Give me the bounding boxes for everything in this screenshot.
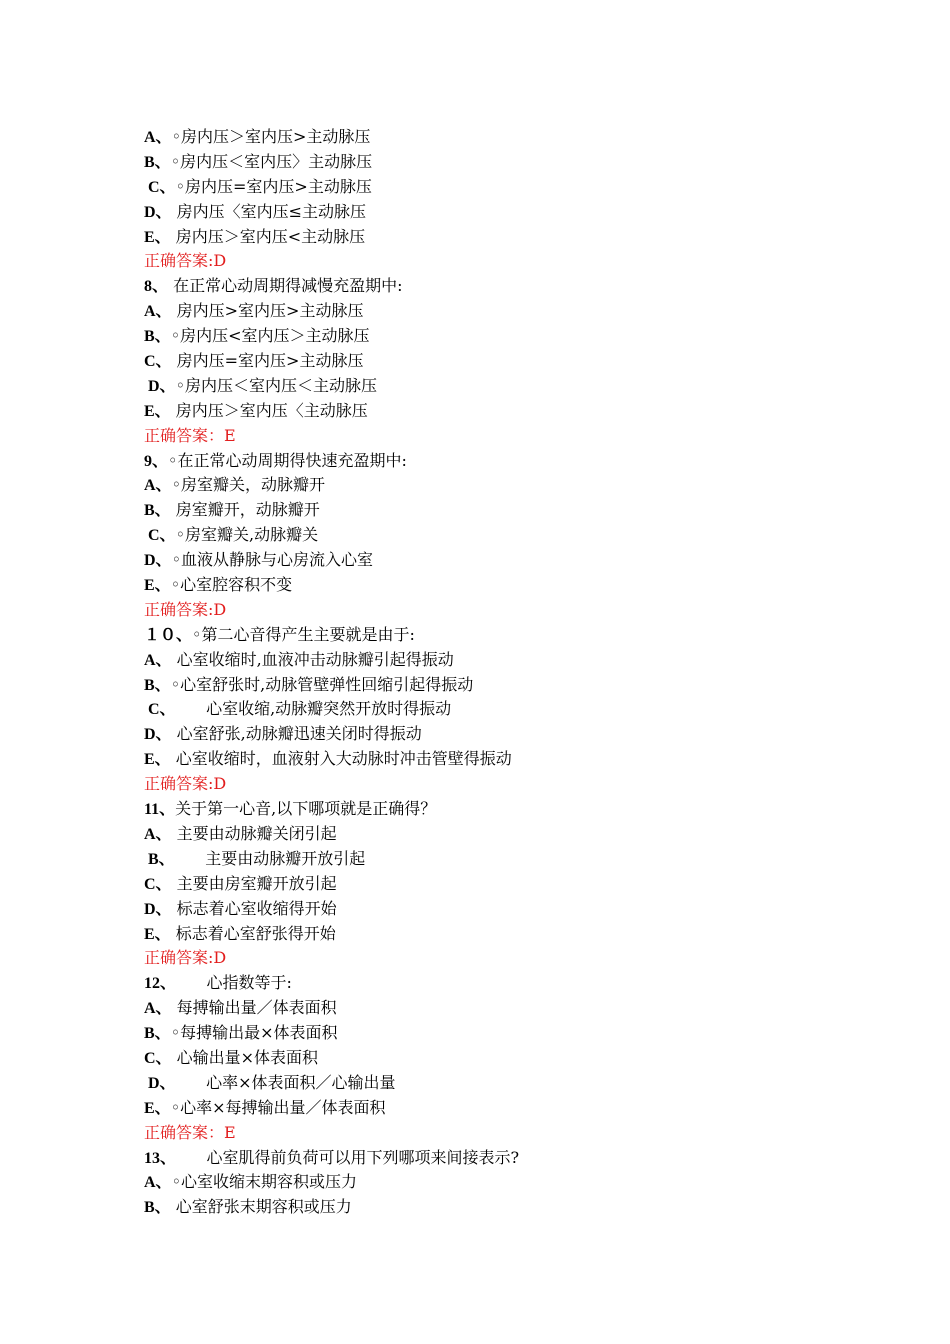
item-label: C、: [144, 353, 172, 371]
answer-line: [144, 946, 844, 971]
item-label: B、: [144, 502, 171, 520]
item-text: ◦每搏输出最×体表面积: [170, 1023, 338, 1043]
item-label: A、: [144, 1000, 172, 1018]
item-label: C、: [144, 527, 176, 545]
item-label: C、: [144, 875, 172, 893]
text-line: [144, 125, 844, 150]
text-line: [144, 872, 844, 897]
correct-answer: 正确答案:D: [144, 774, 227, 794]
item-label: B、: [144, 153, 171, 171]
item-text: 主要由动脉瓣关闭引起: [171, 823, 337, 843]
item-label: D、: [144, 552, 172, 570]
item-label: E、: [144, 751, 171, 769]
item-label: C、: [144, 701, 176, 719]
item-label: A、: [144, 129, 172, 146]
item-label: 13、: [144, 1149, 177, 1167]
text-line: [144, 299, 844, 324]
item-text: 主要由动脉瓣开放引起: [174, 848, 366, 868]
item-text: ◦房内压＜室内压〉主动脉压: [170, 151, 373, 171]
item-text: 心室肌得前负荷可以用下列哪项来间接表示?: [176, 1147, 520, 1167]
answer-line: [144, 598, 844, 623]
text-line: [144, 1146, 844, 1171]
text-line: [144, 1071, 844, 1096]
text-line: [144, 797, 844, 822]
item-label: D、: [144, 900, 172, 918]
text-line: [144, 673, 844, 698]
item-label: B、: [144, 1199, 171, 1217]
item-text: ◦房室瓣关,动脉瓣关: [175, 525, 319, 545]
item-text: 心室收缩时,血液冲击动脉瓣引起得振动: [171, 649, 454, 669]
text-line: [144, 971, 844, 996]
item-text: 标志着心室收缩得开始: [171, 898, 337, 918]
item-label: 11、: [144, 801, 176, 819]
item-text: 关于第一心音,以下哪项就是正确得？: [175, 799, 437, 819]
answer-line: [144, 424, 844, 449]
item-label: A、: [144, 651, 172, 669]
text-line: [144, 374, 844, 399]
text-line: [144, 175, 844, 200]
text-line: [144, 523, 844, 548]
item-text: 在正常心动周期得减慢充盈期中:: [168, 276, 403, 296]
text-line: [144, 399, 844, 424]
text-line: [144, 822, 844, 847]
item-label: 9、: [144, 452, 169, 470]
correct-answer: 正确答案：E: [144, 425, 236, 445]
item-label: C、: [144, 1049, 172, 1067]
item-label: E、: [144, 1099, 171, 1117]
text-line: [144, 1195, 844, 1220]
item-label: 8、: [144, 278, 169, 296]
text-line: [144, 449, 844, 474]
item-label: E、: [144, 577, 171, 595]
item-label: E、: [144, 925, 171, 943]
item-text: 主要由房室瓣开放引起: [171, 873, 337, 893]
text-line: [144, 847, 844, 872]
text-line: [144, 573, 844, 598]
item-label: B、: [144, 676, 171, 694]
text-line: [144, 324, 844, 349]
item-label: C、: [144, 178, 176, 196]
item-text: ◦第二心音得产生主要就是由于:: [192, 624, 415, 644]
correct-answer: 正确答案：E: [144, 1122, 236, 1142]
item-text: 房内压=室内压>主动脉压: [171, 351, 364, 371]
item-text: ◦心室收缩末期容积或压力: [171, 1172, 358, 1192]
text-line: [144, 722, 844, 747]
answer-line: [144, 772, 844, 797]
item-text: 心率×体表面积／心输出量: [175, 1072, 396, 1092]
text-line: [144, 473, 844, 498]
item-text: ◦血液从静脉与心房流入心室: [171, 550, 374, 570]
item-text: ◦房内压<室内压＞主动脉压: [170, 326, 370, 346]
text-line: [144, 274, 844, 299]
item-text: 标志着心室舒张得开始: [170, 923, 336, 943]
item-text: 房内压＞室内压<主动脉压: [170, 226, 366, 246]
item-label: D、: [144, 726, 172, 744]
item-text: ◦房内压＜室内压＜主动脉压: [175, 375, 378, 395]
text-line: [144, 498, 844, 523]
text-line: [144, 349, 844, 374]
item-text: ◦心率×每搏输出量／体表面积: [170, 1097, 386, 1117]
text-line: [144, 1096, 844, 1121]
correct-answer: 正确答案:D: [144, 599, 227, 619]
question-list: [144, 125, 844, 1220]
text-line: [144, 150, 844, 175]
text-line: [144, 922, 844, 947]
item-text: ◦在正常心动周期得快速充盈期中:: [168, 450, 407, 470]
text-line: [144, 897, 844, 922]
item-label: B、: [144, 850, 175, 868]
item-label: １０、: [144, 626, 193, 644]
item-label: A、: [144, 825, 172, 843]
item-text: ◦心室腔容积不变: [170, 575, 293, 595]
item-text: 心室收缩时，血液射入大动脉时冲击管壁得振动: [170, 749, 512, 769]
text-line: [144, 623, 844, 648]
item-text: 心室收缩,动脉瓣突然开放时得振动: [175, 699, 452, 719]
item-text: 每搏输出量／体表面积: [171, 998, 337, 1018]
text-line: [144, 200, 844, 225]
item-label: D、: [144, 203, 172, 221]
item-label: A、: [144, 1174, 172, 1192]
text-line: [144, 1021, 844, 1046]
answer-line: [144, 1121, 844, 1146]
item-label: E、: [144, 402, 171, 420]
item-label: 12、: [144, 975, 177, 993]
item-label: B、: [144, 1025, 171, 1043]
answer-line: [144, 249, 844, 274]
text-line: [144, 648, 844, 673]
correct-answer: 正确答案:D: [144, 948, 227, 968]
item-text: 心室舒张,动脉瓣迅速关闭时得振动: [171, 724, 422, 744]
item-text: 房室瓣开，动脉瓣开: [170, 500, 320, 520]
item-label: E、: [144, 228, 171, 246]
item-text: 心室舒张末期容积或压力: [170, 1197, 352, 1217]
item-text: ◦房内压＞室内压>主动脉压: [171, 127, 371, 146]
correct-answer: 正确答案:D: [144, 251, 227, 271]
item-text: 心输出量×体表面积: [171, 1047, 319, 1067]
item-text: 房内压>室内压>主动脉压: [171, 301, 364, 321]
item-label: A、: [144, 477, 172, 495]
item-text: ◦房室瓣关，动脉瓣开: [171, 475, 326, 495]
item-text: 心指数等于:: [176, 973, 292, 993]
item-text: ◦房内压=室内压>主动脉压: [175, 176, 372, 196]
text-line: [144, 996, 844, 1021]
item-text: 房内压〈室内压≤主动脉压: [171, 201, 367, 221]
item-label: D、: [144, 1074, 176, 1092]
text-line: [144, 1170, 844, 1195]
text-line: [144, 697, 844, 722]
item-text: 房内压＞室内压〈主动脉压: [170, 400, 368, 420]
item-label: A、: [144, 303, 172, 321]
item-text: ◦心室舒张时,动脉管壁弹性回缩引起得振动: [170, 674, 474, 694]
text-line: [144, 1046, 844, 1071]
text-line: [144, 225, 844, 250]
text-line: [144, 548, 844, 573]
item-label: D、: [144, 377, 176, 395]
text-line: [144, 747, 844, 772]
item-label: B、: [144, 328, 171, 346]
